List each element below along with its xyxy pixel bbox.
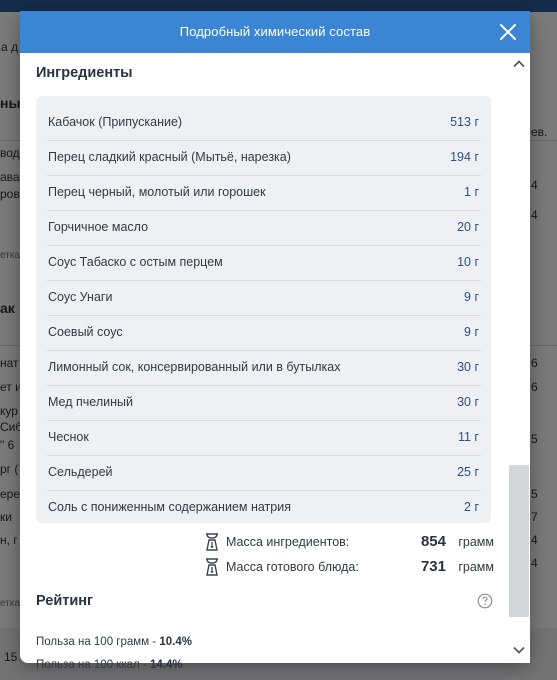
ingredient-row: [47, 455, 481, 491]
ingredient-row: [47, 420, 481, 456]
rating-per-100g-value: 10.4%: [159, 636, 192, 648]
ingredient-amount: 1 г: [464, 185, 479, 199]
ingredient-amount: 194 г: [450, 150, 479, 164]
ingredient-name: Кабачок (Припускание): [48, 115, 183, 129]
ingredients-mass-unit: грамм: [458, 535, 494, 549]
ready-mass-value: 731: [420, 558, 446, 575]
ingredient-row: [47, 175, 481, 211]
ingredient-row: [47, 245, 481, 281]
rating-per-100kcal: [36, 659, 183, 671]
ready-mass-row: [204, 556, 494, 578]
scale-weight-icon: [204, 533, 220, 551]
ingredient-row: [47, 315, 481, 351]
scrollbar-thumb[interactable]: [509, 465, 529, 617]
close-button[interactable]: [496, 20, 520, 44]
ingredient-row: [47, 490, 481, 525]
rating-title: Рейтинг: [36, 593, 94, 609]
rating-per-100g-label: Польза на 100 грамм -: [36, 636, 160, 648]
ingredient-name: Перец сладкий красный (Мытьё, нарезка): [48, 150, 291, 164]
scroll-up-button[interactable]: [512, 57, 526, 71]
ingredient-name: Соус Табаско с остым перцем: [48, 255, 223, 269]
ingredients-title: Ингредиенты: [36, 65, 133, 81]
ingredient-name: Горчичное масло: [48, 220, 149, 234]
ingredient-name: Сельдерей: [48, 465, 113, 479]
rating-per-100kcal-label: Польза на 100 ккал -: [36, 659, 150, 671]
rating-per-100g: [36, 636, 192, 648]
ready-mass-unit: грамм: [458, 560, 494, 574]
ingredient-amount: 30 г: [457, 395, 479, 409]
ready-mass-label: Масса готового блюда:: [226, 560, 359, 574]
chemical-composition-modal: [20, 11, 530, 671]
ingredient-name: Мед пчелиный: [48, 395, 133, 409]
ingredient-name: Перец черный, молотый или горошек: [48, 185, 266, 199]
scroll-down-button[interactable]: [512, 643, 526, 657]
ingredient-amount: 9 г: [464, 325, 479, 339]
ingredient-row: [47, 105, 481, 141]
ingredients-mass-label: Масса ингредиентов:: [226, 535, 350, 549]
ingredient-row: [47, 385, 481, 421]
ingredients-mass-value: 854: [420, 533, 446, 550]
scrollbar[interactable]: [508, 53, 530, 663]
ingredient-row: [47, 210, 481, 246]
rating-help-button[interactable]: [477, 593, 493, 609]
ingredient-row: [47, 280, 481, 316]
modal-title: Подробный химический состав: [179, 24, 371, 39]
ingredient-name: Соус Унаги: [48, 290, 113, 304]
modal-body[interactable]: [20, 53, 530, 671]
scale-weight-icon: [204, 558, 220, 576]
chevron-up-icon: [512, 57, 526, 71]
ingredient-name: Чеснок: [48, 430, 89, 444]
scrollbar-track[interactable]: [509, 77, 529, 639]
close-icon: [496, 20, 520, 44]
ingredient-amount: 9 г: [464, 290, 479, 304]
ingredient-name: Лимонный сок, консервированный или в бутылках: [48, 360, 341, 374]
ingredient-amount: 25 г: [457, 465, 479, 479]
ingredients-list: [36, 96, 491, 523]
ingredient-amount: 11 г: [457, 430, 479, 444]
ingredient-amount: 20 г: [457, 220, 479, 234]
ingredient-row: [47, 140, 481, 176]
ingredient-amount: 2 г: [464, 500, 479, 514]
ingredients-mass-row: [204, 531, 494, 553]
ingredient-amount: 513 г: [450, 115, 479, 129]
modal-header: [20, 11, 530, 53]
rating-per-100kcal-value: 14.4%: [149, 659, 183, 671]
ingredient-amount: 30 г: [457, 360, 479, 374]
ingredient-row: [47, 350, 481, 386]
chevron-down-icon: [512, 643, 526, 657]
ingredient-name: Соевый соус: [48, 325, 123, 339]
ingredient-amount: 10 г: [457, 255, 479, 269]
question-circle-icon: [477, 593, 493, 609]
ingredient-name: Соль с пониженным содержанием натрия: [48, 500, 291, 514]
